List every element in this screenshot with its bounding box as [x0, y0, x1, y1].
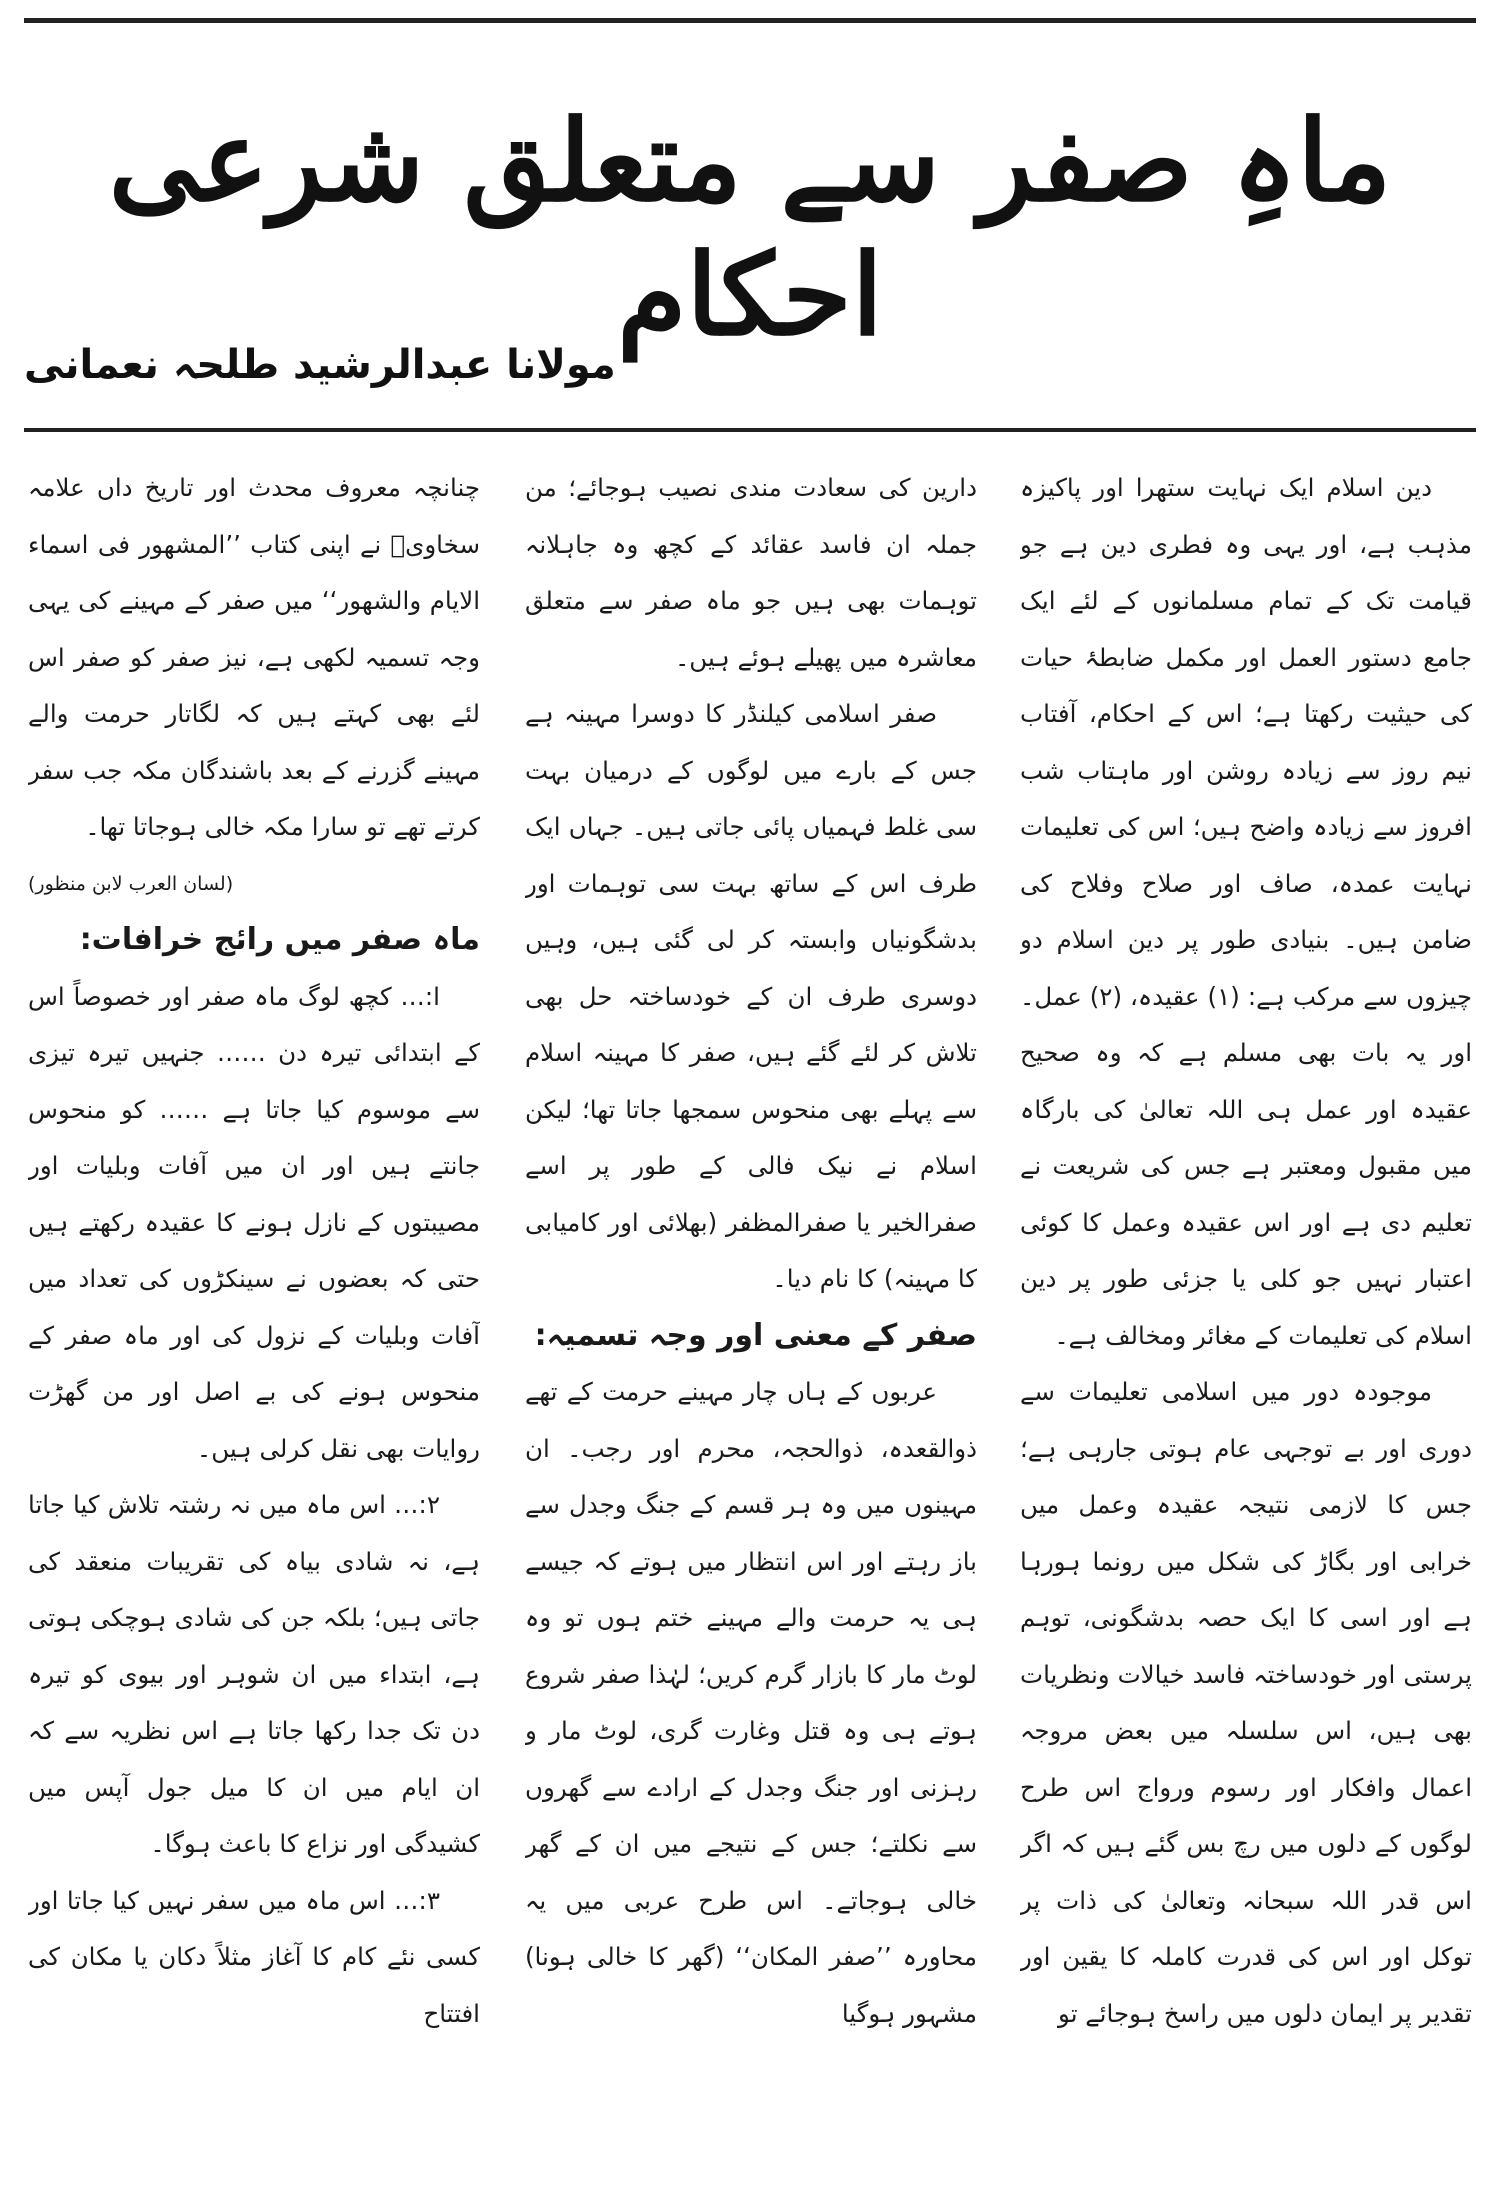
paragraph: چنانچہ معروف محدث اور تاریخ داں علامہ سخاویؒ نے اپنی کتاب ’’المشھور فی اسماء الایام والشھور‘‘ میں صفر کے مہینے کی یہی وجہ تسمیہ لکھی ہے، نیز صفر کو صفر اس لئے بھی کہتے ہیں کہ لگاتار حرمت والے مہینے گزرنے کے بعد باشندگان مکہ جب سفر کرتے تھے تو سارا مکہ خالی ہوجاتا تھا۔ [28, 473, 480, 841]
paragraph: دارین کی سعادت مندی نصیب ہوجائے؛ من جملہ ان فاسد عقائد کے کچھ وہ جاہلانہ توہمات بھی ہیں جو ماہ صفر سے متعلق معاشرہ میں پھیلے ہوئے ہیں۔ [525, 473, 977, 672]
paragraph: عربوں کے ہاں چار مہینے حرمت کے تھے ذوالقعدہ، ذوالحجہ، محرم اور رجب۔ ان مہینوں میں وہ ہر قسم کے جنگ وجدل سے باز رہتے اور اس انتظار میں ہوتے کہ جیسے ہی یہ حرمت والے مہینے ختم ہوں تو وہ لوٹ مار کا بازار گرم کریں؛ لہٰذا صفر شروع ہوتے ہی وہ قتل وغارت گری، لوٹ مار و رہزنی اور جنگ وجدل کے ارادے سے گھروں سے نکلتے؛ جس کے نتیجے میں ان کے گھر خالی ہوجاتے۔ اس طرح عربی میں یہ محاورہ ’’صفر المکان‘‘ (گھر کا خالی ہونا) مشہور ہوگیا [525, 1377, 977, 2028]
list-item: ۲:… اس ماہ میں نہ رشتہ تلاش کیا جاتا ہے، نہ شادی بیاہ کی تقریبات منعقد کی جاتی ہیں؛ بلکہ جن کی شادی ہوچکی ہوتی ہے، ابتداء میں ان شوہر اور بیوی کو تیرہ دن تک جدا رکھا جاتا ہے اس نظریہ سے کہ ان ایام میں ان کا میل جول آپس میں کشیدگی اور نزاع کا باعث ہوگا۔ [28, 1490, 480, 1858]
paragraph: موجودہ دور میں اسلامی تعلیمات سے دوری اور بے توجہی عام ہوتی جارہی ہے؛ جس کا لازمی نتیجہ عقیدہ وعمل میں خرابی اور بگاڑ کی شکل میں رونما ہورہا ہے اور اسی کا ایک حصہ بدشگونی، توہم پرستی اور خودساختہ فاسد خیالات ونظریات بھی ہیں، اس سلسلہ میں بعض مروجہ اعمال وافکار اور رسوم ورواج اس طرح لوگوں کے دلوں میں رچ بس گئے ہیں کہ اگر اس قدر اللہ سبحانہ وتعالیٰ کی ذات پر توکل اور اس کی قدرت کاملہ کا یقین اور تقدیر پر ایمان دلوں میں راسخ ہوجائے تو [1020, 1377, 1472, 2028]
section-heading: صفر کے معنی اور وجہ تسمیہ: [534, 1317, 977, 1353]
paragraph: صفر اسلامی کیلنڈر کا دوسرا مہینہ ہے جس کے بارے میں لوگوں کے درمیان بہت سی غلط فہمیاں پائی جاتی ہیں۔ جہاں ایک طرف اس کے ساتھ بہت سی توہمات اور بدشگونیاں وابستہ کر لی گئی ہیں، وہیں دوسری طرف ان کے خودساختہ حل بھی تلاش کر لئے گئے ہیں، صفر کا مہینہ اسلام سے پہلے بھی منحوس سمجھا جاتا تھا؛ لیکن اسلام نے نیک فالی کے طور پر اسے صفرالخیر یا صفرالمظفر (بھلائی اور کامیابی کا مہینہ) کا نام دیا۔ [525, 699, 977, 1293]
list-item: ۳:… اس ماہ میں سفر نہیں کیا جاتا اور کسی نئے کام کا آغاز مثلاً دکان یا مکان کی افتتاح [28, 1885, 480, 2028]
column-middle [525, 460, 977, 2175]
section-heading: ماہ صفر میں رائج خرافات: [79, 922, 480, 957]
article-title: ماہِ صفر سے متعلق شرعی احکام [108, 96, 1392, 362]
column-right [1020, 460, 1472, 2175]
citation: (لسان العرب لابن منظور) [28, 872, 234, 895]
list-item: ا:… کچھ لوگ ماہ صفر اور خصوصاً اس کے ابتدائی تیرہ دن …… جنہیں تیرہ تیزی سے موسوم کیا جاتا ہے …… کو منحوس جانتے ہیں اور ان میں آفات وبلیات اور مصیبتوں کے نازل ہونے کا عقیدہ رکھتے ہیں حتی کہ بعضوں نے سینکڑوں کی تعداد میں آفات وبلیات کے نزول کی اور ماہ صفر کے منحوس ہونے کی بے اصل اور من گھڑت روایات بھی نقل کرلی ہیں۔ [28, 981, 480, 1463]
column-left [28, 460, 480, 2175]
author-byline: مولانا عبدالرشید طلحہ نعمانی [24, 342, 616, 388]
paragraph: دین اسلام ایک نہایت ستھرا اور پاکیزہ مذہب ہے، اور یہی وہ فطری دین ہے جو قیامت تک کے تمام مسلمانوں کے لئے ایک جامع دستور العمل اور مکمل ضابطۂ حیات کی حیثیت رکھتا ہے؛ اس کے احکام، آفتاب نیم روز سے زیادہ روشن اور ماہتاب شب افروز سے زیادہ واضح ہیں؛ اس کی تعلیمات نہایت عمدہ، صاف اور صلاح وفلاح کی ضامن ہیں۔ بنیادی طور پر دین اسلام دو چیزوں سے مرکب ہے: (۱) عقیدہ، (۲) عمل۔ اور یہ بات بھی مسلم ہے کہ وہ صحیح عقیدہ اور عمل ہی اللہ تعالیٰ کی بارگاہ میں مقبول ومعتبر ہے جس کی شریعت نے تعلیم دی ہے اور اس عقیدہ وعمل کا کوئی اعتبار نہیں جو کلی یا جزئی طور پر دین اسلام کی تعلیمات کے مغائر ومخالف ہے۔ [1020, 473, 1472, 1350]
top-rule [24, 18, 1476, 23]
header-rule [24, 428, 1476, 432]
